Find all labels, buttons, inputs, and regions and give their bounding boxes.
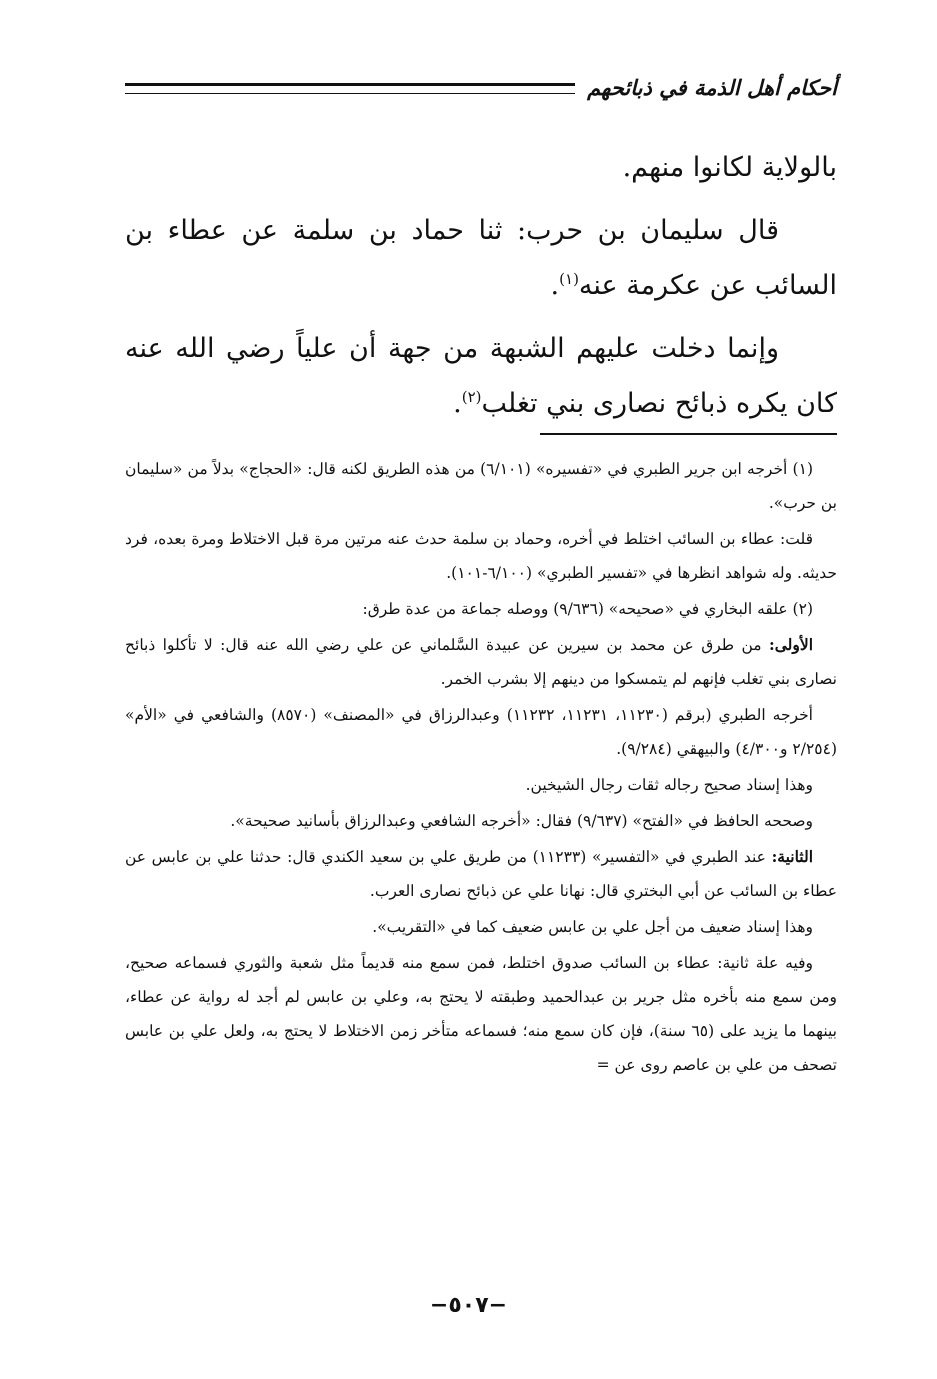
footnote-2-second-route: [125, 840, 837, 908]
main-paragraph-2-end: .: [550, 270, 560, 301]
footnote-1-comment: قلت: عطاء بن السائب اختلط في أخره، وحماد بن سلمة حدث عنه مرتين مرة قبل الاختلاط ومرة بعده، فرد حديثه. وله شواهد انظرها في «تفسير الطبري» (٦/١٠٠-١٠١).: [125, 530, 837, 582]
page-number: −٥٠٧−: [429, 1293, 508, 1318]
main-paragraph-3: [125, 321, 837, 431]
running-header: [125, 70, 837, 106]
footnote-ref-1[interactable]: (١): [559, 270, 579, 288]
main-paragraph-3-end: .: [453, 388, 462, 419]
footnote-ref-2[interactable]: (٢): [461, 388, 482, 406]
main-paragraph-3-text: وإنما دخلت عليهم الشبهة من جهة أن علياً رضي الله عنه كان يكره ذبائح نصارى بني تغلب: [125, 333, 837, 419]
main-paragraph-1-text: بالولاية لكانوا منهم.: [622, 152, 837, 183]
header-title: أحكام أهل الذمة في ذبائحهم: [587, 76, 837, 100]
first-route-label: الأولى:: [769, 635, 813, 654]
footnote-2: (٢) علقه البخاري في «صحيحه» (٩/٦٣٦) ووصله جماعة من عدة طرق:: [362, 600, 813, 618]
main-paragraph-2-text: قال سليمان بن حرب: ثنا حماد بن سلمة عن عطاء بن السائب عن عكرمة عنه: [125, 215, 837, 301]
footnote-1: (١) أخرجه ابن جرير الطبري في «تفسيره» (٦/١٠١) من هذه الطريق لكنه قال: «الحجاج» بدلاً من «سليمان بن حرب».: [125, 460, 837, 512]
footnote-2-second-defect: وفيه علة ثانية: عطاء بن السائب صدوق اختلط، فمن سمع منه قديماً مثل شعبة والثوري فسماعه صحيح، ومن سمع منه بأخره مثل جرير بن عبدالحميد وطبقته لا يحتج به، وعلي بن عابس لم أجد له رواية عن عطاء، بينهما ما يزيد على (٦٥ سنة)، فإن كان سمع منه؛ فسماعه متأخر زمن الاختلاط لا يحتج به، ولعل علي بن عابس تصحف من علي بن عاصم روى عن =: [125, 954, 837, 1074]
footnotes: [125, 452, 837, 1084]
main-text: [125, 140, 837, 439]
second-route-text: عند الطبري في «التفسير» (١١٢٣٣) من طريق علي بن سعيد الكندي قال: حدثنا علي بن عابس عن عطاء بن السائب عن أبي البختري قال: نهانا علي عن ذبائح نصارى العرب.: [125, 848, 837, 900]
footnote-separator: [540, 433, 837, 435]
header-double-rule: [125, 83, 575, 94]
footnote-2-grading: وهذا إسناد صحيح رجاله ثقات رجال الشيخين.: [525, 776, 813, 794]
second-route-label: الثانية:: [771, 847, 814, 866]
footnote-2-first-route: [125, 628, 837, 696]
first-route-text: من طرق عن محمد بن سيرين عن عبيدة السَّلماني عن علي رضي الله عنه قال: لا تأكلوا ذبائح نصارى بني تغلب فإنهم لم يتمسكوا من دينهم إلا بشرب الخمر.: [125, 636, 837, 688]
main-paragraph-2: [125, 203, 837, 313]
footnote-2-sources: أخرجه الطبري (برقم (١١٢٣٠، ١١٢٣١، ١١٢٣٢) وعبدالرزاق في «المصنف» (٨٥٧٠) والشافعي في «الأم» (٢/٢٥٤ و٤/٣٠٠) والبيهقي (٩/٢٨٤).: [125, 706, 837, 758]
footnote-2-weakness: وهذا إسناد ضعيف من أجل علي بن عابس ضعيف كما في «التقريب».: [372, 918, 813, 936]
main-paragraph-1: [125, 140, 837, 195]
footnote-2-fath: وصححه الحافظ في «الفتح» (٩/٦٣٧) فقال: «أخرجه الشافعي وعبدالرزاق بأسانيد صحيحة».: [230, 812, 813, 830]
